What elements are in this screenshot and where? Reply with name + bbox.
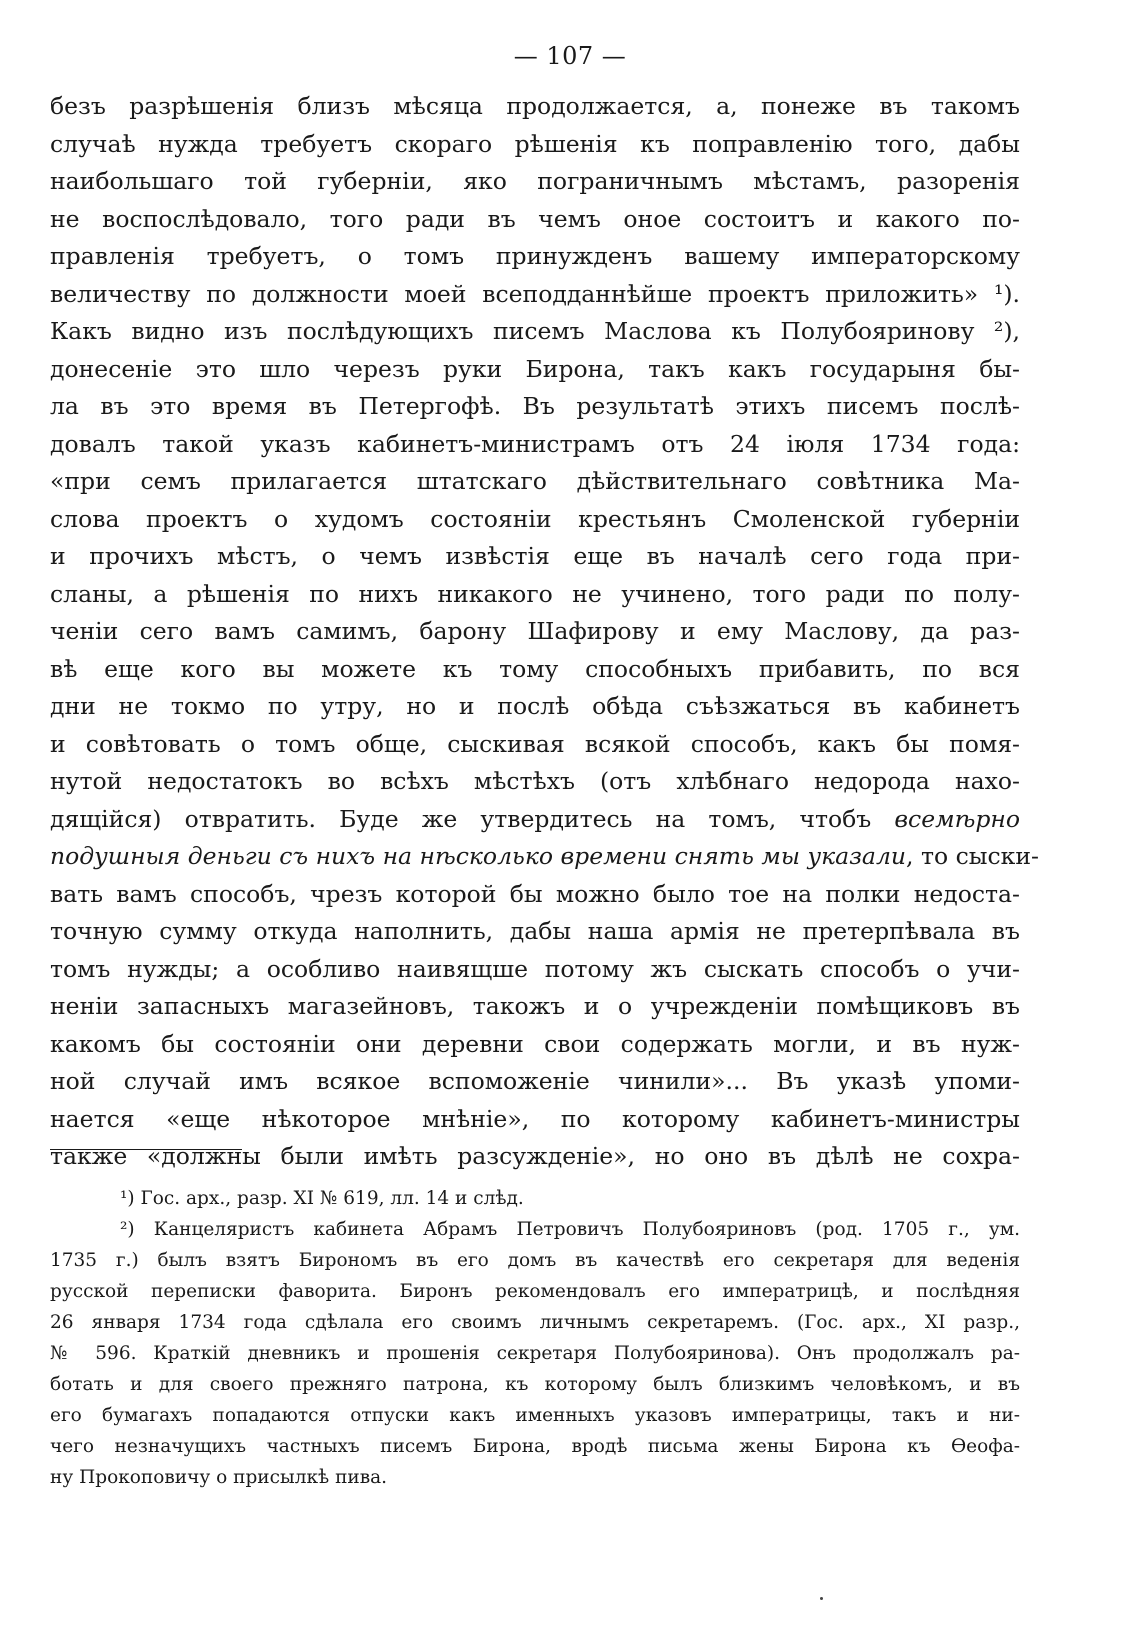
text-line: «при семъ прилагается штатскаго дѣйствительнаго совѣтника Ма- bbox=[50, 467, 1020, 495]
text-line: нутой недостатокъ во всѣхъ мѣстѣхъ (отъ хлѣбнаго недорода нахо- bbox=[50, 767, 1020, 795]
text-line: вѣ еще кого вы можете къ тому способныхъ прибавить, по вся bbox=[50, 654, 1020, 683]
text-line: сланы, а рѣшенія по нихъ никакого не учинено, того ради по полу- bbox=[50, 579, 1020, 608]
text-line: ной случай имъ всякое вспоможеніе чинили»... Въ указѣ упоми- bbox=[50, 1067, 1020, 1095]
text-line: слова проектъ о худомъ состояніи крестьянъ Смоленской губерніи bbox=[50, 504, 1020, 533]
footnote-2-line: ботать и для своего прежняго патрона, къ которому былъ близкимъ человѣкомъ, и въ bbox=[50, 1374, 1020, 1395]
text-line: нается «еще нѣкоторое мнѣніе», по которому кабинетъ-министры bbox=[50, 1104, 1020, 1133]
text-line: довалъ такой указъ кабинетъ-министрамъ отъ 24 іюля 1734 года: bbox=[50, 429, 1020, 458]
footnote-1: ¹) Гос. арх., разр. XI № 619, лл. 14 и слѣд. bbox=[120, 1188, 524, 1209]
text-line: наибольшаго той губерніи, яко пограничнымъ мѣстамъ, разоренія bbox=[50, 167, 1020, 195]
text-line: вать вамъ способъ, чрезъ которой бы можно было тое на полки недоста- bbox=[50, 879, 1020, 908]
footnote-rule bbox=[50, 1149, 242, 1150]
text-line: величеству по должности моей всеподданнѣйше проектъ приложить» ¹). bbox=[50, 279, 1020, 308]
text-line: случаѣ нужда требуетъ скораго рѣшенія къ поправленію того, дабы bbox=[50, 129, 1020, 158]
text-line: Какъ видно изъ послѣдующихъ писемъ Маслова къ Полубояринову ²), bbox=[50, 317, 1020, 345]
text-line: и прочихъ мѣстъ, о чемъ извѣстія еще въ началѣ сего года при- bbox=[50, 542, 1020, 570]
text-line: безъ разрѣшенія близъ мѣсяца продолжается, а, понеже въ такомъ bbox=[50, 92, 1020, 120]
footnote-2-line: № 596. Краткій дневникъ и прошенія секретаря Полубояринова). Онъ продолжалъ ра- bbox=[50, 1343, 1020, 1364]
footnote-2-line: 1735 г.) былъ взятъ Бирономъ въ его домъ въ качествѣ его секретаря для веденія bbox=[50, 1250, 1020, 1271]
footnotes bbox=[50, 1183, 1020, 1493]
footnote-2-line: ну Прокоповичу о присылкѣ пива. bbox=[50, 1467, 388, 1488]
text-segment: дящійся) отвратить. Буде же утвердитесь на томъ, чтобъ bbox=[50, 804, 872, 833]
text-line: ла въ это время въ Петергофѣ. Въ результатѣ этихъ писемъ послѣ- bbox=[50, 392, 1020, 420]
text-line: не воспослѣдовало, того ради въ чемъ оное состоитъ и какого по- bbox=[50, 204, 1020, 233]
text-line: неніи запасныхъ магазейновъ, такожъ и о учрежденіи помѣщиковъ въ bbox=[50, 992, 1020, 1020]
italic-phrase: подушныя деньги съ нихъ на нѣсколько времени снять мы указали bbox=[50, 842, 907, 870]
footnote-2-line: его бумагахъ попадаются отпуски какъ именныхъ указовъ императрицы, такъ и ни- bbox=[50, 1405, 1020, 1426]
text-line: также «должны были имѣть разсужденіе», но оно въ дѣлѣ не сохра- bbox=[50, 1142, 1020, 1170]
page-number: — 107 — bbox=[513, 42, 627, 70]
text-line: ченіи сего вамъ самимъ, барону Шафирову и ему Маслову, да раз- bbox=[50, 617, 1020, 645]
text-line: точную сумму откуда наполнить, дабы наша армія не претерпѣвала въ bbox=[50, 917, 1020, 945]
print-speck bbox=[820, 1597, 823, 1600]
footnote-2-line: русской переписки фаворита. Биронъ рекомендовалъ его императрицѣ, и послѣдняя bbox=[50, 1281, 1020, 1302]
text-line-with-italic bbox=[50, 801, 1020, 839]
footnote-2-line: ²) Канцеляристъ кабинета Абрамъ Петровичъ Полубояриновъ (род. 1705 г., ум. bbox=[120, 1219, 1020, 1240]
italic-word: всемѣрно bbox=[894, 804, 1020, 833]
footnote-2-line: чего незначущихъ частныхъ писемъ Бирона, вродѣ письма жены Бирона къ Ѳеофа- bbox=[50, 1436, 1020, 1457]
footnote-2-line: 26 января 1734 года сдѣлала его своимъ личнымъ секретаремъ. (Гос. арх., XI разр., bbox=[50, 1312, 1020, 1333]
text-line: дни не токмо по утру, но и послѣ обѣда съѣзжаться въ кабинетъ bbox=[50, 692, 1020, 720]
main-text bbox=[50, 88, 1039, 1176]
text-line: и совѣтовать о томъ обще, сыскивая всякой способъ, какъ бы помя- bbox=[50, 729, 1020, 758]
text-line: томъ нужды; а особливо наивящше потому жъ сыскать способъ о учи- bbox=[50, 954, 1020, 983]
text-line: какомъ бы состояніи они деревни свои содержать могли, и въ нуж- bbox=[50, 1029, 1020, 1058]
text-segment: то сыски- bbox=[921, 842, 1039, 870]
text-line: правленія требуетъ, о томъ принужденъ вашему императорскому bbox=[50, 242, 1020, 270]
text-line-with-italic: подушныя деньги съ нихъ на нѣсколько времени снять мы указали, то сыски- bbox=[50, 842, 1039, 870]
text-line: донесеніе это шло черезъ руки Бирона, такъ какъ государыня бы- bbox=[50, 354, 1020, 383]
